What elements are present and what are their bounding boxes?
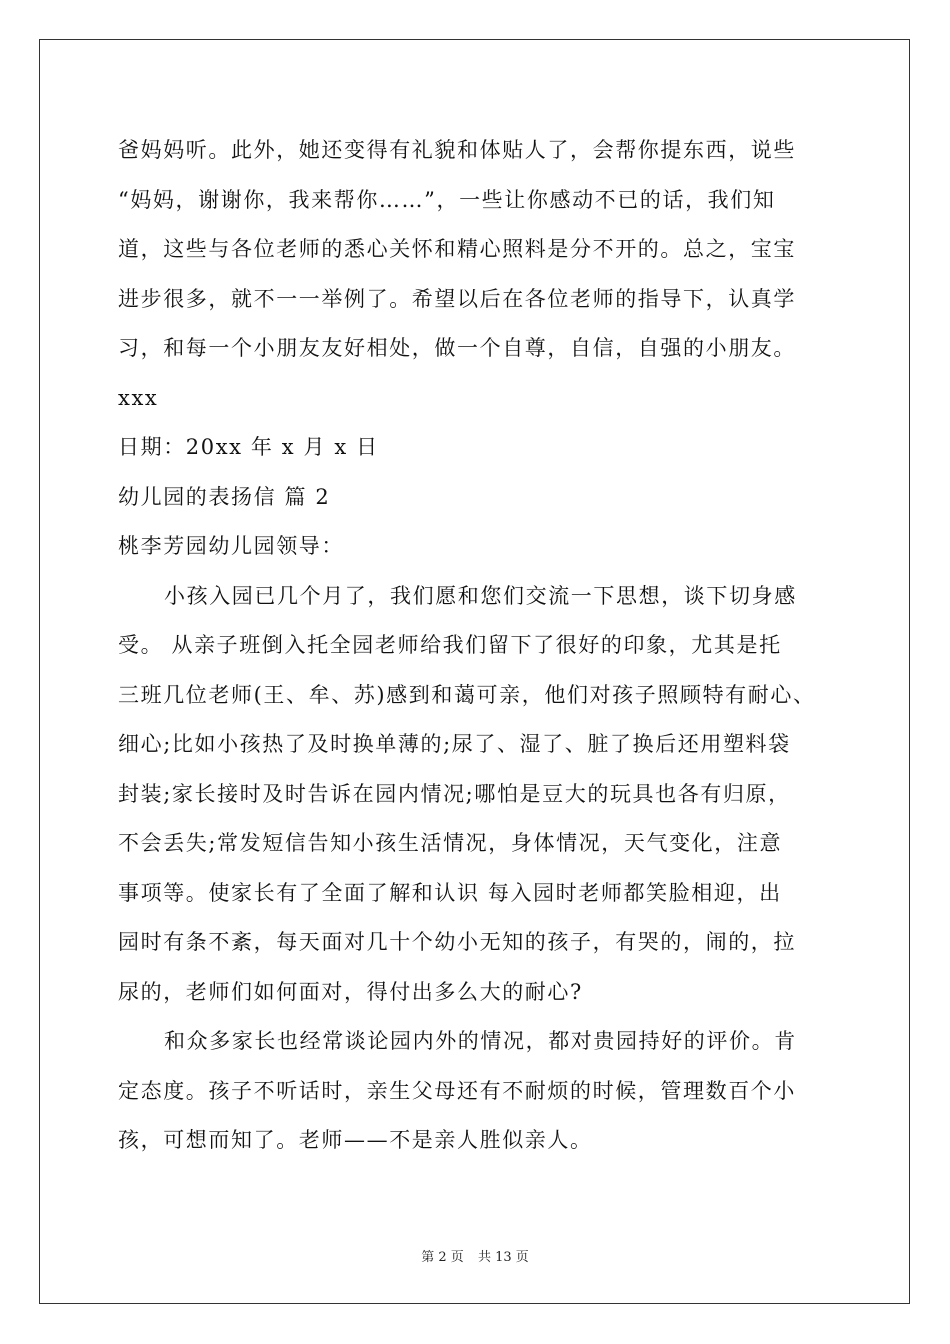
text-line: 受。 从亲子班倒入托全园老师给我们留下了很好的印象，尤其是托 (118, 633, 782, 657)
text-line: 园时有条不紊，每天面对几十个幼小无知的孩子，有哭的，闹的，拉 (118, 930, 796, 954)
text-line: 孩，可想而知了。老师——不是亲人胜似亲人。 (118, 1128, 593, 1152)
text-line: 小孩入园已几个月了，我们愿和您们交流一下思想，谈下切身感 (164, 583, 797, 608)
text-line: 爸妈妈听。此外，她还变得有礼貌和体贴人了，会帮你提东西，说些 (118, 138, 796, 162)
text-line: 事项等。使家长有了全面了解和认识 每入园时老师都笑脸相迎，出 (118, 880, 782, 905)
text-line: 细心;比如小孩热了及时换单薄的;尿了、湿了、脏了换后还用塑料袋 (118, 732, 791, 756)
text-line: “妈妈，谢谢你，我来帮你……”，一些让你感动不已的话，我们知 (118, 187, 776, 212)
document-body (118, 126, 848, 1166)
text-line: 进步很多，就不一一举例了。希望以后在各位老师的指导下，认真学 (118, 286, 796, 311)
text-line: 和众多家长也经常谈论园内外的情况，都对贵园持好的评价。肯 (164, 1029, 797, 1053)
salutation-line: 桃李芳园幼儿园领导： (118, 534, 344, 558)
text-line: 定态度。孩子不听话时，亲生父母还有不耐烦的时候，管理数百个小 (118, 1078, 796, 1103)
text-line: 尿的，老师们如何面对，得付出多么大的耐心? (118, 979, 583, 1004)
text-line: 不会丢失;常发短信告知小孩生活情况，身体情况，天气变化，注意 (118, 831, 783, 855)
text-line: 三班几位老师(王、牟、苏)感到和蔼可亲，他们对孩子照顾特有耐心、 (118, 682, 816, 707)
date-line: 日期：20xx 年 x 月 x 日 (118, 435, 379, 459)
page-total: 共 13 页 (477, 1250, 529, 1265)
text-line: 道，这些与各位老师的悉心关怀和精心照料是分不开的。总之，宝宝 (118, 237, 796, 261)
signature-line: xxx (118, 385, 159, 410)
text-line: 习，和每一个小朋友友好相处，做一个自尊，自信，自强的小朋友。 (118, 336, 796, 360)
page-number: 第 2 页 (421, 1250, 464, 1265)
text-line: 封装;家长接时及时告诉在园内情况;哪怕是豆大的玩具也各有归原， (118, 781, 791, 806)
page-footer (0, 1246, 950, 1265)
section-title: 幼儿园的表扬信 篇 2 (118, 484, 331, 509)
